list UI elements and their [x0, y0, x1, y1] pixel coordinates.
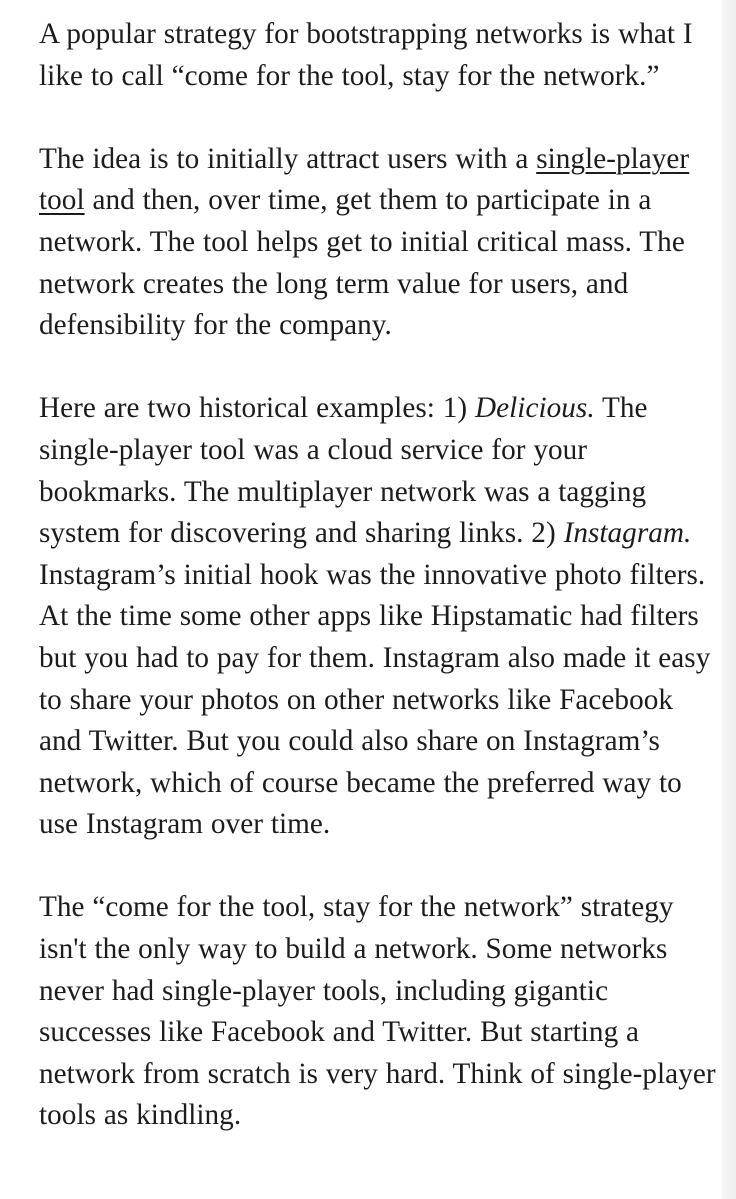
- single-player-tool-link[interactable]: single-player tool: [39, 142, 690, 217]
- paragraph-idea-text-start: The idea is to initially attract users with a: [39, 142, 537, 175]
- example-delicious-text: The single-player tool was a cloud service for your bookmarks. The multiplayer network was a tagging system for discovering and sharing links. 2): [39, 392, 648, 550]
- scroll-edge: [722, 0, 736, 1199]
- examples-intro-text: Here are two historical examples: 1): [39, 392, 476, 425]
- example-instagram-name: Instagram.: [563, 517, 692, 550]
- paragraph-conclusion-text: The “come for the tool, stay for the network” strategy isn't the only way to build a network. Some networks never had single-player tools, including gigantic successes like Facebook and Twitter. But starting a network from scratch is very hard. Think of single-player tools as kindling.: [39, 891, 716, 1132]
- paragraph-examples: [39, 388, 721, 846]
- paragraph-intro-text: A popular strategy for bootstrapping networks is what I like to call “come for the tool, stay for the network.”: [39, 18, 693, 92]
- paragraph-intro: [39, 14, 721, 97]
- paragraph-idea: [39, 139, 721, 347]
- article-body: [39, 14, 721, 1137]
- example-instagram-text: Instagram’s initial hook was the innovative photo filters. At the time some other apps like Hipstamatic had filters but you had to pay for them. Instagram also made it easy to share your photos on other networks like Facebook and Twitter. But you could also share on Instagram’s network, which of course became the preferred way to use Instagram over time.: [39, 558, 711, 841]
- paragraph-idea-text-end: and then, over time, get them to participate in a network. The tool helps get to initial critical mass. The network creates the long term value for users, and defensibility for the company.: [39, 184, 685, 342]
- example-delicious-name: Delicious.: [475, 392, 595, 425]
- paragraph-conclusion: [39, 887, 721, 1137]
